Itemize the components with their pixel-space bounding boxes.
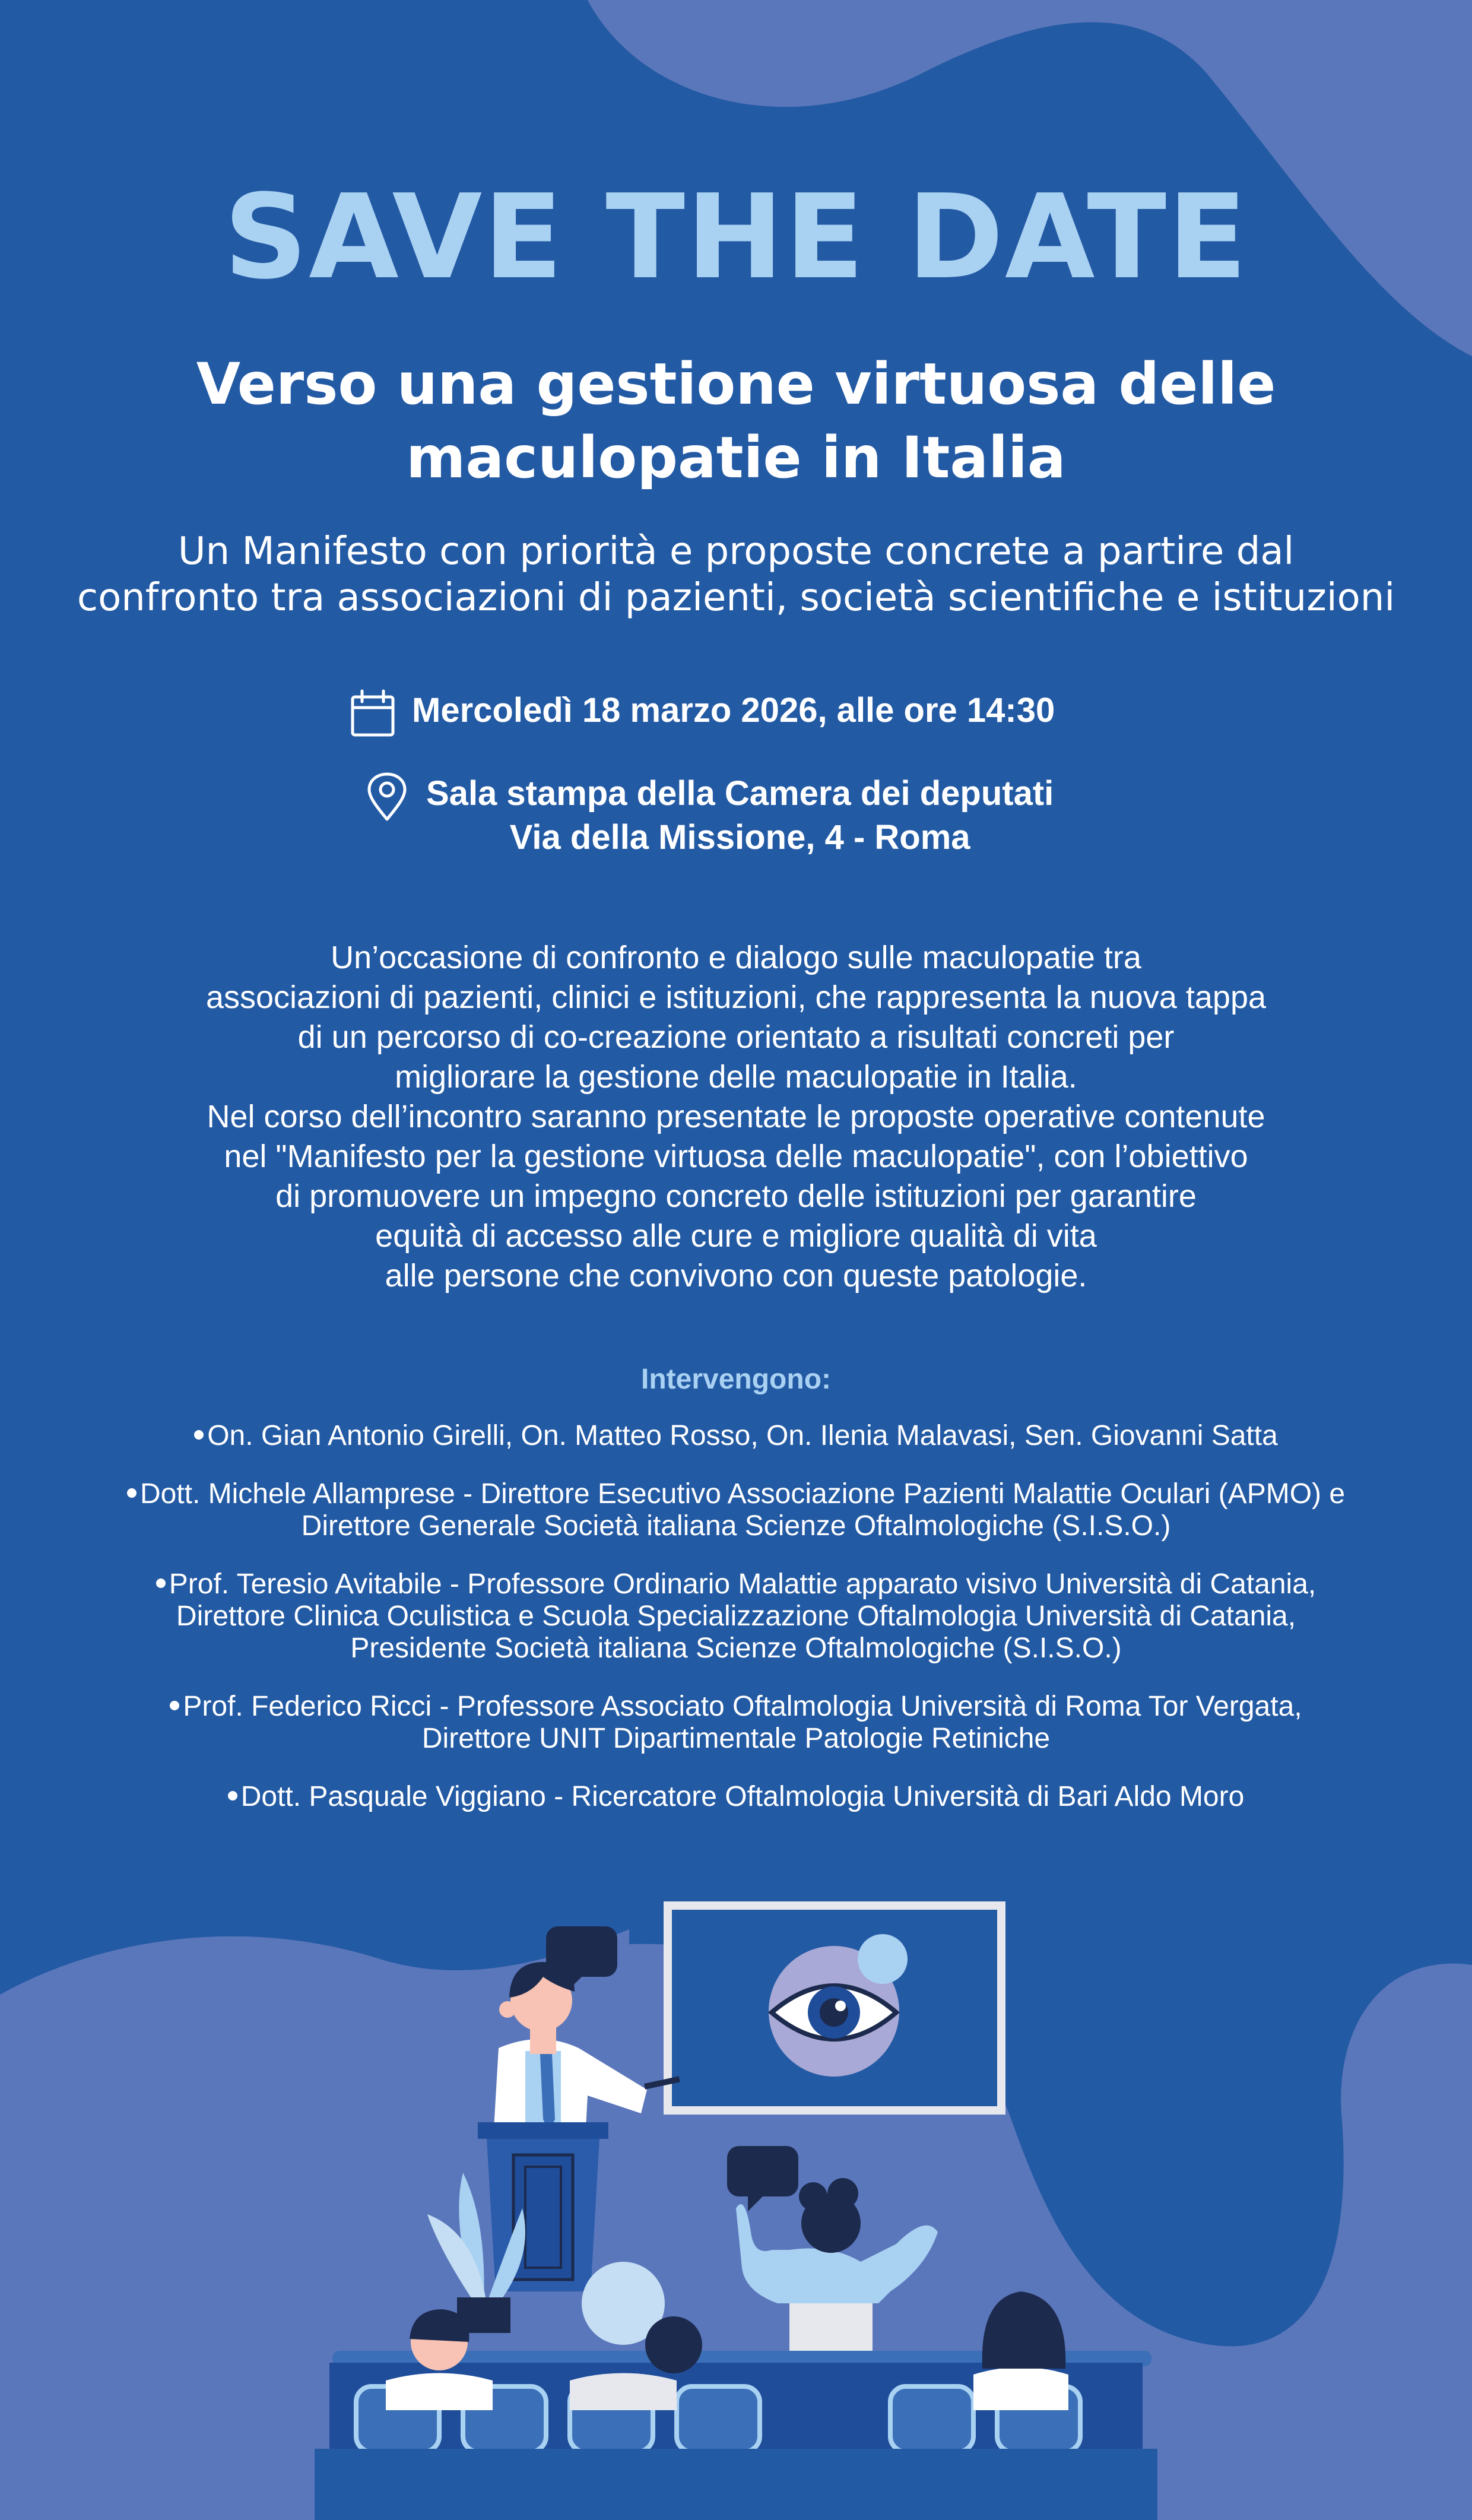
- event-subtitle-line: Un Manifesto con priorità e proposte concrete a partire dal: [177, 530, 1295, 573]
- speaker-item: [59, 1420, 1413, 1452]
- event-venue: Sala stampa della Camera dei deputati: [426, 774, 1054, 813]
- speaker-figure: [493, 1962, 680, 2149]
- speakers-heading: Intervengono:: [641, 1364, 831, 1395]
- event-title: [0, 347, 1472, 495]
- event-address: Via della Missione, 4 - Roma: [509, 818, 970, 857]
- description-line: Un’occasione di confronto e dialogo sulle maculopatie tra: [331, 940, 1141, 975]
- bullet-icon: [194, 1430, 204, 1440]
- description-line: equità di accesso alle cure e migliore qualità di vita: [375, 1218, 1097, 1254]
- description-line: nel "Manifesto per la gestione virtuosa delle maculopatie", con l’obiettivo: [224, 1139, 1248, 1174]
- podium: [478, 2122, 608, 2291]
- speaker-line: Dott. Michele Allamprese - Direttore Esecutivo Associazione Pazienti Malattie Oculari (APMO) e: [59, 1478, 1413, 1510]
- event-description: [0, 938, 1472, 1296]
- event-subtitle: [0, 528, 1472, 621]
- calendar-icon: [349, 689, 396, 738]
- event-location-row: [363, 772, 1054, 860]
- description-line: associazioni di pazienti, clinici e istituzioni, che rappresenta la nuova tappa: [205, 980, 1267, 1015]
- description-line: alle persone che convivono con queste patologie.: [385, 1258, 1087, 1294]
- speaker-line: Direttore UNIT Dipartimentale Patologie Retiniche: [421, 1723, 1051, 1754]
- description-line: Nel corso dell’incontro saranno presentate le proposte operative contenute: [207, 1099, 1265, 1134]
- bullet-icon: [156, 1578, 166, 1588]
- presentation-screen: [668, 1906, 1001, 2110]
- bullet-icon: [228, 1791, 237, 1801]
- speaker-line: Dott. Pasquale Viggiano - Ricercatore Oftalmologia Università di Bari Aldo Moro: [59, 1781, 1413, 1813]
- conference-illustration: [0, 1852, 1472, 2520]
- description-line: migliorare la gestione delle maculopatie in Italia.: [395, 1059, 1077, 1095]
- speaker-item: [59, 1478, 1413, 1542]
- speaker-line: Direttore Clinica Oculistica e Scuola Specializzazione Oftalmologia Università di Catania,: [176, 1600, 1296, 1632]
- speaker-line: Presidente Società italiana Scienze Oftalmologiche (S.I.S.O.): [350, 1633, 1122, 1664]
- location-pin-icon: [363, 772, 411, 822]
- event-title-line: Verso una gestione virtuosa delle: [196, 351, 1276, 417]
- speaker-line: On. Gian Antonio Girelli, On. Matteo Rosso, On. Ilenia Malavasi, Sen. Giovanni Satta: [59, 1420, 1413, 1452]
- save-the-date-headline: SAVE THE DATE: [224, 170, 1248, 305]
- speaker-item: [59, 1691, 1413, 1755]
- description-line: di promuovere un impegno concreto delle istituzioni per garantire: [275, 1178, 1197, 1214]
- event-subtitle-line: confronto tra associazioni di pazienti, società scientifiche e istituzioni: [77, 576, 1395, 620]
- event-date: Mercoledì 18 marzo 2026, alle ore 14:30: [412, 691, 1055, 730]
- bullet-icon: [170, 1701, 179, 1710]
- speaker-line: Direttore Generale Società italiana Scienze Oftalmologiche (S.I.S.O.): [301, 1510, 1171, 1542]
- event-title-line: maculopatie in Italia: [406, 424, 1066, 491]
- event-date-row: [349, 689, 1055, 738]
- bullet-icon: [127, 1488, 137, 1498]
- speech-bubble-icon: [727, 2146, 798, 2211]
- speaker-line: Prof. Federico Ricci - Professore Associato Oftalmologia Università di Roma Tor Vergata,: [59, 1691, 1413, 1723]
- speakers-list: [59, 1420, 1413, 1839]
- speaker-item: [59, 1568, 1413, 1665]
- description-line: di un percorso di co-creazione orientato a risultati concreti per: [297, 1019, 1175, 1055]
- speaker-item: [59, 1781, 1413, 1813]
- stage-base: [315, 2449, 1157, 2520]
- speaker-line: Prof. Teresio Avitabile - Professore Ordinario Malattie apparato visivo Università di Catania,: [59, 1568, 1413, 1600]
